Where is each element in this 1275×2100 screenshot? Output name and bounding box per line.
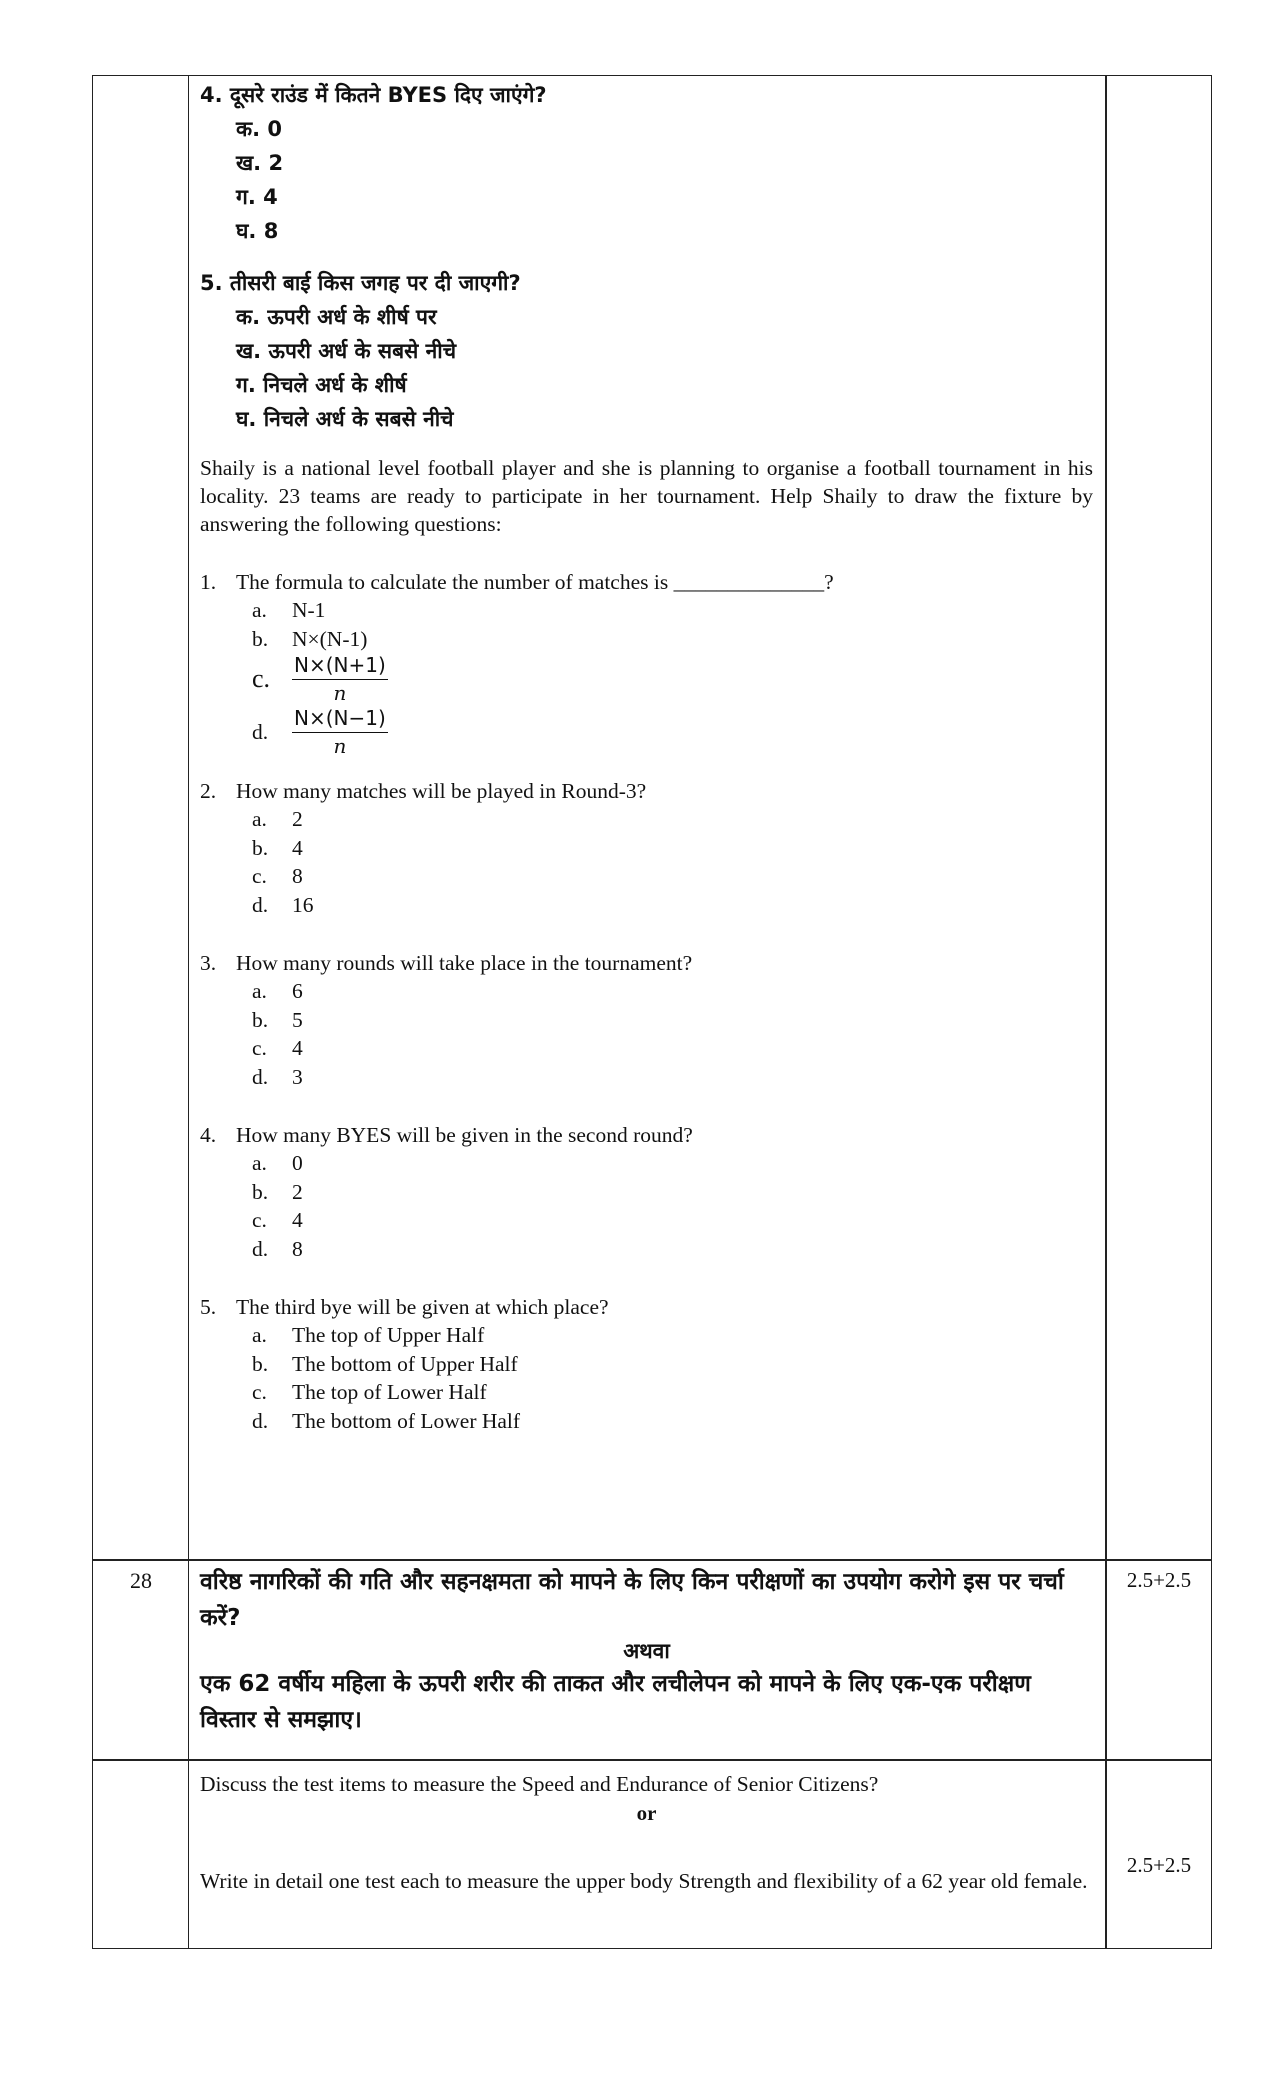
q28-english-or: or: [636, 1801, 657, 1825]
question-content: [200, 1564, 1093, 1738]
option-text: N-1: [292, 598, 326, 622]
q3-option-c: [252, 1034, 1093, 1063]
question-5-number: 5.: [200, 1295, 217, 1319]
question-2: [200, 777, 1093, 805]
option-label: c.: [252, 864, 267, 888]
question-2-text: How many matches will be played in Round-3?: [236, 779, 647, 803]
q3-option-b: [252, 1006, 1093, 1035]
option-text: N×(N-1): [292, 626, 368, 651]
option-text: 2: [292, 1179, 303, 1204]
q28-hindi-or: अथवा: [623, 1639, 670, 1663]
fraction-numerator: N×(N+1): [292, 653, 388, 680]
question-content: [200, 78, 1093, 1435]
hindi-q5-option-a: क. ऊपरी अर्ध के शीर्ष पर: [236, 305, 437, 329]
option-label: b.: [252, 626, 269, 651]
q2-option-c: [252, 862, 1093, 891]
q4-option-a: [252, 1149, 1093, 1178]
hindi-q4-option-d: घ. 8: [236, 219, 279, 243]
option-text: 4: [292, 1208, 303, 1232]
question-number-cell: [93, 1560, 189, 1760]
case-study-intro: Shaily is a national level football player and she is planning to organise a football tournament in his locality. 23 teams are ready to participate in her tournament. Help Shaily to draw the fixture by answering the following questions:: [200, 456, 1093, 536]
option-label: d.: [252, 1408, 269, 1433]
option-text: 8: [292, 1236, 303, 1261]
marks-cell: [1105, 1760, 1211, 1948]
table-row-q27: [92, 75, 1212, 1561]
question-3: [200, 949, 1093, 977]
q2-option-d: [252, 891, 1093, 920]
option-text: 6: [292, 979, 303, 1003]
option-label: b.: [252, 1179, 269, 1204]
option-label: d.: [252, 1064, 269, 1089]
q28-hindi-part1: वरिष्ठ नागरिकों की गति और सहनक्षमता को मापने के लिए किन परीक्षणों का उपयोग करोगे इस पर चर्चा करें?: [200, 1569, 1064, 1631]
fraction-denominator: n: [333, 681, 347, 705]
q1-option-b: [252, 625, 1093, 654]
q2-option-b: [252, 834, 1093, 863]
question-3-text: How many rounds will take place in the tournament?: [236, 951, 693, 975]
option-label: d.: [252, 1236, 269, 1261]
q5-option-d: [252, 1407, 1093, 1436]
question-1: [200, 568, 1093, 596]
q28-english-part1: Discuss the test items to measure the Speed and Endurance of Senior Citizens?: [200, 1772, 879, 1796]
question-5-text: The third bye will be given at which place?: [236, 1295, 609, 1319]
option-text: The top of Lower Half: [292, 1380, 487, 1404]
option-label: b.: [252, 1007, 269, 1032]
question-4: [200, 1121, 1093, 1149]
q1-option-a: [252, 596, 1093, 625]
table-row-q28-english: [92, 1759, 1212, 1949]
question-3-number: 3.: [200, 951, 217, 975]
question-number-cell: [93, 76, 189, 1560]
option-text: 16: [292, 892, 314, 917]
option-label: d.: [252, 720, 269, 745]
option-label: a.: [252, 1151, 267, 1175]
hindi-q4-option-a: क. 0: [236, 117, 283, 141]
option-text: 2: [292, 807, 303, 831]
option-label: c.: [252, 664, 271, 694]
marks-value: 2.5+2.5: [1126, 1568, 1192, 1592]
option-text: 5: [292, 1007, 303, 1032]
q5-option-a: [252, 1321, 1093, 1350]
q4-option-d: [252, 1235, 1093, 1264]
marks-cell: [1105, 76, 1211, 1560]
question-4-text: How many BYES will be given in the second round?: [236, 1123, 693, 1147]
fraction-numerator: N×(N−1): [292, 706, 388, 733]
option-label: a.: [252, 598, 267, 622]
fraction: [292, 653, 388, 706]
marks-cell: [1105, 1560, 1211, 1760]
question-4-number: 4.: [200, 1123, 217, 1147]
option-text: The top of Upper Half: [292, 1323, 485, 1347]
option-text: The bottom of Lower Half: [292, 1408, 521, 1433]
question-5: [200, 1293, 1093, 1321]
option-label: d.: [252, 892, 269, 917]
option-text: 8: [292, 864, 303, 888]
option-label: b.: [252, 835, 269, 860]
q4-option-b: [252, 1178, 1093, 1207]
option-label: a.: [252, 979, 267, 1003]
hindi-question-4: 4. दूसरे राउंड में कितने BYES दिए जाएंगे?: [200, 83, 547, 107]
option-label: c.: [252, 1208, 267, 1232]
hindi-q5-option-b: ख. ऊपरी अर्ध के सबसे नीचे: [236, 339, 457, 363]
question-number: 28: [130, 1568, 152, 1593]
option-text: 4: [292, 1036, 303, 1060]
question-content: [200, 1770, 1093, 1896]
option-text: 0: [292, 1151, 303, 1175]
option-text: 3: [292, 1064, 303, 1089]
question-1-text: The formula to calculate the number of matches is ______________?: [236, 570, 834, 594]
fraction: [292, 706, 388, 759]
q1-option-d: [252, 706, 1093, 759]
q4-option-c: [252, 1206, 1093, 1235]
hindi-q5-option-d: घ. निचले अर्ध के सबसे नीचे: [236, 407, 454, 431]
q28-english-part2: Write in detail one test each to measure the upper body Strength and flexibility of a 62 year old female.: [200, 1869, 1088, 1893]
q3-option-d: [252, 1063, 1093, 1092]
option-label: b.: [252, 1351, 269, 1376]
option-label: c.: [252, 1036, 267, 1060]
option-text: 4: [292, 835, 303, 860]
q2-option-a: [252, 805, 1093, 834]
q5-option-c: [252, 1378, 1093, 1407]
table-row-q28-hindi: [92, 1559, 1212, 1761]
fraction-denominator: n: [333, 734, 347, 758]
q5-option-b: [252, 1350, 1093, 1379]
option-text: The bottom of Upper Half: [292, 1351, 518, 1376]
q3-option-a: [252, 977, 1093, 1006]
question-number-cell: [93, 1760, 189, 1948]
hindi-q5-option-c: ग. निचले अर्ध के शीर्ष: [236, 373, 407, 397]
q1-option-c: [252, 653, 1093, 706]
option-label: a.: [252, 1323, 267, 1347]
q28-hindi-part2: एक 62 वर्षीय महिला के ऊपरी शरीर की ताकत और लचीलेपन को मापने के लिए एक-एक परीक्षण विस्तार से समझाए।: [200, 1671, 1031, 1733]
hindi-q4-option-b: ख. 2: [236, 151, 284, 175]
marks-value: 2.5+2.5: [1126, 1853, 1192, 1877]
option-label: a.: [252, 807, 267, 831]
question-2-number: 2.: [200, 779, 217, 803]
hindi-question-5: 5. तीसरी बाई किस जगह पर दी जाएगी?: [200, 271, 521, 295]
question-1-number: 1.: [200, 570, 217, 594]
option-label: c.: [252, 1380, 267, 1404]
hindi-q4-option-c: ग. 4: [236, 185, 278, 209]
